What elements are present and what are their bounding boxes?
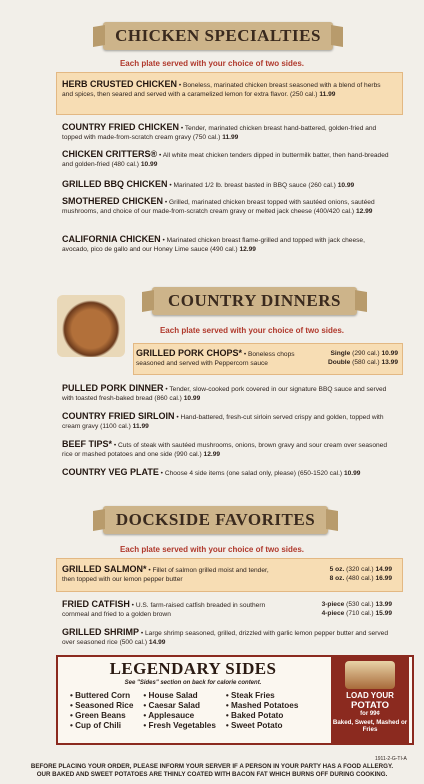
item-name: GRILLED SALMON* — [62, 564, 147, 574]
menu-item-bbq — [62, 180, 392, 190]
item-cal: (750 cal.) — [192, 134, 221, 141]
side-item: • Green Beans — [70, 711, 126, 720]
load-potato-promo — [331, 657, 409, 743]
portion-price: 13.99 — [375, 601, 392, 608]
side-item: • Baked Potato — [225, 711, 284, 720]
item-price: 11.99 — [222, 134, 239, 141]
portion-label: 8 oz. — [329, 575, 345, 582]
footer-line-2: OUR BAKED AND SWEET POTATOES ARE THINLY COATED WITH BACON FAT WHICH BURNS OFF DURING COOKING. — [36, 771, 388, 778]
item-cal: (480 cal.) — [111, 161, 140, 168]
promo-price: for 99¢ — [360, 711, 380, 717]
section-subtitle: Each plate served with your choice of two sides. — [159, 326, 345, 335]
item-price: 12.99 — [203, 451, 221, 458]
item-desc: • Grilled, marinated chicken breast topped with sautéed onions, sautéed mushrooms, and choice of our made-from-scratch cream gravy or melted jack cheese — [62, 199, 375, 215]
dockside-banner — [103, 506, 328, 534]
portion-label: 3-piece — [321, 601, 345, 608]
portion-cal: (290 cal.) — [352, 350, 380, 357]
portion-price: 14.99 — [375, 566, 392, 573]
menu-item-sirloin — [62, 412, 392, 431]
menu-item-catfish — [62, 600, 392, 619]
menu-item-pulled-pork — [62, 384, 392, 403]
item-cal: (260 cal.) — [308, 182, 336, 189]
menu-item-beef-tips — [62, 440, 392, 459]
side-item: • Sweet Potato — [225, 721, 283, 730]
item-desc: • U.S. farm-raised catfish breaded in southern cornmeal and fried to a golden brown — [62, 602, 266, 618]
item-name: COUNTRY FRIED SIRLOIN — [62, 411, 175, 421]
portion-options — [322, 600, 392, 619]
side-item: • Applesauce — [143, 711, 195, 720]
section-title: CHICKEN SPECIALTIES — [115, 26, 321, 45]
chicken-banner — [103, 22, 333, 50]
portion-cal: (480 cal.) — [346, 575, 374, 582]
item-desc: • Marinated chicken breast flame-grilled and topped with jack cheese, avocado, pico de gallo and our Honey Lime sauce — [62, 237, 365, 253]
item-name: COUNTRY VEG PLATE — [62, 467, 159, 477]
salmon-row — [62, 565, 392, 584]
item-price: 11.99 — [132, 423, 149, 430]
promo-note: Baked, Sweet, Mashed or Fries — [332, 719, 408, 733]
menu-item-cfc — [62, 123, 392, 142]
item-cal: (1100 cal.) — [100, 423, 131, 430]
item-price: 10.99 — [337, 182, 355, 189]
item-name: GRILLED BBQ CHICKEN — [62, 179, 168, 189]
item-desc: • Large shrimp seasoned, grilled, drizzled with garlic lemon pepper butter and served over seasoned rice — [62, 630, 388, 646]
section-title: DOCKSIDE FAVORITES — [115, 510, 316, 529]
portion-cal: (530 cal.) — [346, 601, 374, 608]
menu-code: 1911-2-G-TI-A — [375, 756, 407, 762]
item-cal: (400/420 cal.) — [313, 208, 355, 215]
menu-item-salmon — [62, 565, 392, 584]
item-name: COUNTRY FRIED CHICKEN — [62, 122, 180, 132]
promo-line-1: LOAD YOUR — [346, 691, 394, 700]
side-item: • Mashed Potatoes — [225, 701, 299, 710]
section-subtitle: Each plate served with your choice of two sides. — [119, 545, 305, 554]
catfish-row — [62, 600, 392, 619]
portion-cal: (580 cal.) — [352, 359, 380, 366]
item-cal: (650-1520 cal.) — [297, 470, 343, 477]
item-name: CALIFORNIA CHICKEN — [62, 234, 161, 244]
side-item: • Cup of Chili — [70, 721, 122, 730]
menu-item-veg-plate — [62, 468, 392, 478]
item-cal: (250 cal.) — [289, 91, 318, 98]
pork-row-1 — [136, 349, 398, 368]
menu-item-california — [62, 235, 392, 254]
sides-col-1 — [70, 691, 133, 731]
item-name: GRILLED SHRIMP — [62, 627, 140, 637]
item-cal: (860 cal.) — [154, 395, 182, 402]
item-name: BEEF TIPS* — [62, 439, 113, 449]
potato-image — [345, 661, 395, 689]
portion-label: Double — [327, 359, 351, 366]
portion-price: 10.99 — [381, 350, 398, 357]
item-name: HERB CRUSTED CHICKEN — [62, 79, 178, 89]
portion-cal: (320 cal.) — [346, 566, 374, 573]
item-cal: (500 cal.) — [119, 639, 148, 646]
item-desc: • All white meat chicken tenders dipped in buttermilk batter, then hand-breaded and golden-fried — [62, 152, 389, 168]
item-cal: (990 cal.) — [174, 451, 202, 458]
item-desc: • Fillet of salmon grilled moist and tender, then topped with our lemon pepper butter — [62, 567, 269, 583]
menu-item-herb — [62, 80, 392, 99]
item-desc: • Choose 4 side items (one salad only, please) — [158, 470, 296, 477]
portion-price: 15.99 — [375, 610, 392, 617]
portion-label: 4-piece — [321, 610, 345, 617]
item-desc: • Cuts of steak with sautéed mushrooms, onions, brown gravy and sour cream over seasoned rice or mashed potatoes and one side — [62, 442, 388, 458]
item-desc: • Tender, slow-cooked pork covered in our signature BBQ sauce and served with toasted fresh-baked bread — [62, 386, 387, 402]
portion-label: Single — [330, 350, 351, 357]
footer-line-1: BEFORE PLACING YOUR ORDER, PLEASE INFORM YOUR SERVER IF A PERSON IN YOUR PARTY HAS A FOOD ALLERGY. — [30, 763, 394, 770]
item-desc: • Tender, marinated chicken breast hand-battered, golden-fried and topped with made-from-scratch cream gravy — [62, 125, 377, 141]
item-desc: • Boneless chops seasoned and served with Peppercorn sauce — [136, 351, 295, 367]
sides-title: LEGENDARY SIDES — [109, 659, 277, 678]
menu-item-shrimp — [62, 628, 392, 647]
item-price: 11.99 — [319, 91, 336, 98]
side-item: • Fresh Vegetables — [143, 721, 216, 730]
item-name: FRIED CATFISH — [62, 599, 130, 609]
item-name: GRILLED PORK CHOPS* — [136, 348, 243, 358]
menu-item-critters — [62, 150, 392, 169]
side-item: • House Salad — [143, 691, 198, 700]
portion-cal: (710 cal.) — [346, 610, 374, 617]
item-desc: • Marinated 1/2 lb. breast basted in BBQ sauce — [167, 182, 307, 189]
item-price: 12.99 — [239, 246, 256, 253]
item-cal: (490 cal.) — [210, 246, 238, 253]
item-name: CHICKEN CRITTERS® — [62, 149, 158, 159]
item-price: 10.99 — [343, 470, 361, 477]
section-subtitle: Each plate served with your choice of two sides. — [119, 59, 305, 68]
side-item: • Steak Fries — [225, 691, 275, 700]
item-price: 14.99 — [148, 639, 166, 646]
allergy-footer — [0, 763, 424, 779]
promo-line-2: POTATO — [351, 700, 389, 711]
section-title: COUNTRY DINNERS — [168, 291, 341, 310]
item-price: 12.99 — [355, 208, 373, 215]
item-price: 10.99 — [140, 161, 158, 168]
sides-col-2 — [143, 691, 216, 731]
item-desc: • Boneless, marinated chicken breast seasoned with a blend of herbs and spices, then seared and served with a caramelized lemon for extra flavor. — [62, 82, 381, 98]
menu-item-pork-chops — [136, 349, 398, 368]
item-name: SMOTHERED CHICKEN — [62, 196, 164, 206]
country-banner — [152, 287, 357, 315]
portion-price: 16.99 — [375, 575, 392, 582]
portion-options — [328, 349, 398, 368]
sides-columns — [70, 691, 340, 731]
side-item: • Buttered Corn — [70, 691, 131, 700]
pork-chop-image — [57, 295, 125, 357]
item-name: PULLED PORK DINNER — [62, 383, 164, 393]
item-desc: • Hand-battered, fresh-cut sirloin served crispy and golden, topped with cream gravy — [62, 414, 384, 430]
portion-price: 13.99 — [381, 359, 398, 366]
sides-note: See "Sides" section on back for calorie content. — [124, 680, 262, 686]
legendary-sides-box — [56, 655, 414, 745]
item-price: 10.99 — [183, 395, 201, 402]
portion-options — [330, 565, 392, 584]
portion-label: 5 oz. — [329, 566, 345, 573]
sides-col-3 — [226, 691, 298, 731]
side-item: • Seasoned Rice — [70, 701, 134, 710]
menu-item-smothered — [62, 197, 392, 216]
side-item: • Caesar Salad — [143, 701, 200, 710]
